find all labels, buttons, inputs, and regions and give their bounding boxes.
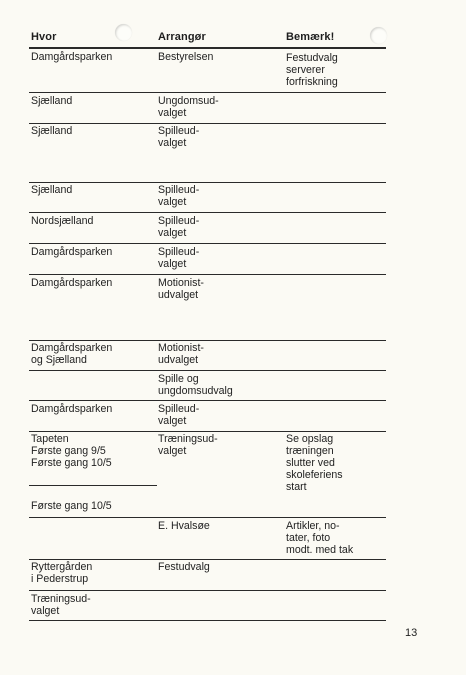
cell-hvor: Nordsjælland	[31, 215, 94, 227]
row-divider	[29, 590, 386, 591]
cell-hvor: Damgårdsparken	[31, 51, 113, 63]
cell-arrangor: Spilleud- valget	[158, 215, 200, 239]
bottom-rule	[29, 620, 386, 621]
cell-hvor: Sjælland	[31, 184, 73, 196]
cell-arrangor: Ungdomsud- valget	[158, 95, 219, 119]
cell-arrangor: Spilleud- valget	[158, 125, 200, 149]
row-divider	[29, 400, 386, 401]
row-divider	[29, 340, 386, 341]
row-divider	[29, 92, 386, 93]
row-divider	[29, 212, 386, 213]
column-header-bemaerk: Bemærk!	[286, 31, 335, 43]
cell-hvor: Sjælland	[31, 125, 73, 137]
cell-arrangor: Bestyrelsen	[158, 51, 214, 63]
cell-arrangor: Træningsud- valget	[158, 433, 218, 457]
row-divider	[29, 559, 386, 560]
punch-hole-left	[115, 24, 132, 41]
cell-hvor: Træningsud- valget	[31, 593, 91, 617]
cell-hvor: Damgårdsparken	[31, 403, 113, 415]
row-divider	[29, 274, 386, 275]
row-divider	[29, 123, 386, 124]
row-divider	[29, 431, 386, 432]
column-header-arrangor: Arrangør	[158, 31, 206, 43]
cell-arrangor: Spille og ungdomsudvalg	[158, 373, 233, 397]
cell-hvor: Sjælland	[31, 95, 73, 107]
cell-arrangor: Festudvalg	[158, 561, 210, 573]
cell-arrangor: Motionist- udvalget	[158, 342, 204, 366]
row-divider	[29, 370, 386, 371]
punch-hole-right	[370, 27, 387, 44]
cell-bemaerk: Artikler, no- tater, foto modt. med tak	[286, 520, 354, 556]
cell-hvor: Damgårdsparken	[31, 277, 113, 289]
cell-bemaerk: Festudvalg serverer forfriskning	[286, 52, 338, 88]
cell-hvor: Damgårdsparken	[31, 246, 113, 258]
partial-row-divider	[29, 485, 157, 486]
cell-hvor: Damgårdsparken og Sjælland	[31, 342, 113, 366]
cell-arrangor: Spilleud- valget	[158, 246, 200, 270]
cell-arrangor: Motionist- udvalget	[158, 277, 204, 301]
row-divider	[29, 517, 386, 518]
cell-hvor: Tapeten Første gang 9/5 Første gang 10/5	[31, 433, 112, 469]
page-number: 13	[405, 627, 418, 639]
cell-hvor: Ryttergården i Pederstrup	[31, 561, 93, 585]
column-header-hvor: Hvor	[31, 31, 57, 43]
cell-bemaerk: Se opslag træningen slutter ved skoleferiens start	[286, 433, 343, 493]
header-rule	[29, 47, 386, 49]
cell-arrangor: Spilleud- valget	[158, 403, 200, 427]
row-divider	[29, 182, 386, 183]
cell-arrangor: E. Hvalsøe	[158, 520, 210, 532]
cell-arrangor: Spilleud- valget	[158, 184, 200, 208]
row-divider	[29, 243, 386, 244]
cell-hvor: Første gang 10/5	[31, 500, 112, 512]
